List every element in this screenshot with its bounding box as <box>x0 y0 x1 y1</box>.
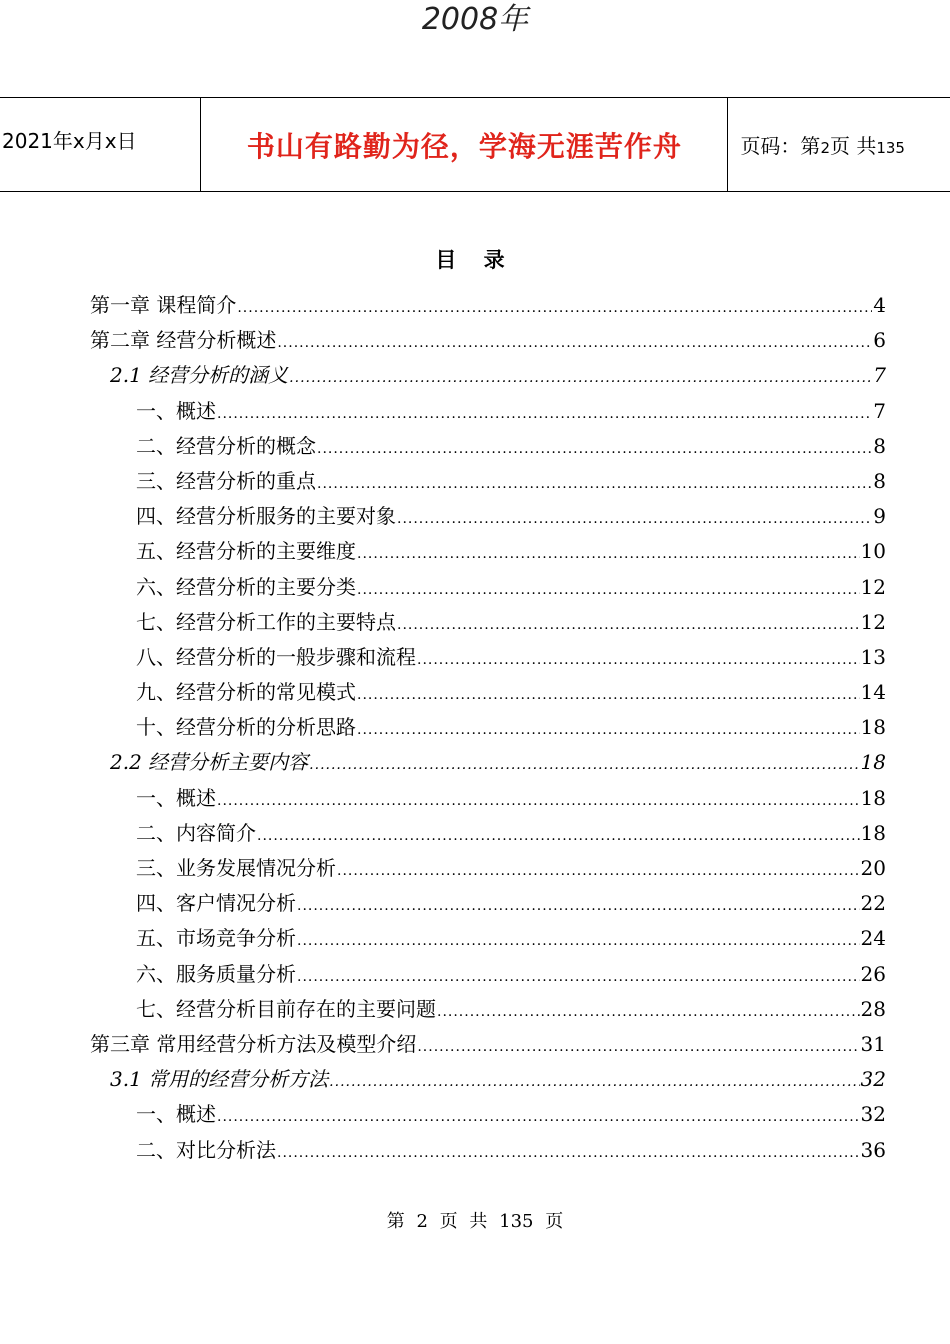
toc-entry-page: 6 <box>873 328 886 353</box>
toc-entry-page: 4 <box>873 293 886 317</box>
toc-dot-leader <box>309 748 859 783</box>
toc-entry[interactable] <box>90 570 886 605</box>
header-date: 2021年x月x日 <box>2 129 137 153</box>
toc-entry[interactable] <box>90 816 886 851</box>
toc-dot-leader <box>357 537 860 572</box>
toc-dot-leader <box>417 643 860 678</box>
toc-entry-label: 四、经营分析服务的主要对象 <box>136 504 396 529</box>
toc-entry[interactable] <box>90 429 886 464</box>
toc-entry[interactable] <box>90 499 886 534</box>
toc-entry-page: 7 <box>873 363 886 388</box>
page-footer: 第 2 页 共 135 页 <box>386 1211 564 1232</box>
toc-entry[interactable] <box>90 394 886 429</box>
toc-entry-page: 28 <box>860 996 886 1021</box>
toc-dot-leader <box>237 291 872 326</box>
toc-entry-label: 2.2 经营分析主要内容 <box>110 750 309 775</box>
toc-dot-leader <box>397 502 872 537</box>
toc-entry-page: 18 <box>860 820 886 845</box>
toc-entry-label: 八、经营分析的一般步骤和流程 <box>136 644 416 669</box>
header-date-cell <box>0 98 201 192</box>
toc-entry-page: 32 <box>860 1102 886 1127</box>
header-page-info <box>728 134 905 158</box>
toc-entry-page: 32 <box>860 1067 886 1092</box>
header-page-mid: 页 共 <box>829 134 877 158</box>
toc-entry[interactable] <box>90 921 886 956</box>
toc-entry-label: 六、经营分析的主要分类 <box>136 574 356 599</box>
toc-entry-page: 14 <box>860 680 886 705</box>
toc-entry-page: 20 <box>860 856 886 880</box>
toc-dot-leader <box>217 784 860 819</box>
header-page-cell <box>728 98 950 192</box>
toc-entry-label: 第三章 常用经营分析方法及模型介绍 <box>90 1031 417 1056</box>
toc-entry-label: 一、概述 <box>136 1102 216 1127</box>
toc-entry[interactable] <box>90 1027 886 1062</box>
toc-dot-leader <box>297 889 860 924</box>
toc-entry[interactable] <box>90 640 886 675</box>
header-motto-cell <box>201 98 728 192</box>
document-year-heading: 2008年 <box>421 2 529 37</box>
header-page-prefix: 页码：第 <box>740 134 821 158</box>
toc-entry-page: 10 <box>860 539 886 564</box>
toc-entry-label: 一、概述 <box>136 785 216 810</box>
toc-dot-leader <box>317 432 872 467</box>
table-of-contents <box>90 288 886 1168</box>
toc-entry-label: 二、对比分析法 <box>136 1137 276 1162</box>
toc-entry[interactable] <box>90 288 886 323</box>
toc-dot-leader <box>437 995 860 1030</box>
toc-dot-leader <box>357 678 860 713</box>
toc-entry[interactable] <box>90 358 886 393</box>
toc-entry-page: 8 <box>873 468 886 493</box>
toc-entry-label: 3.1 常用的经营分析方法 <box>110 1067 329 1092</box>
toc-entry-page: 9 <box>873 504 886 529</box>
toc-entry-page: 12 <box>860 574 886 599</box>
toc-entry-page: 26 <box>860 961 886 986</box>
toc-entry-page: 13 <box>860 644 886 669</box>
toc-entry-page: 18 <box>860 715 886 740</box>
toc-entry-label: 三、业务发展情况分析 <box>136 856 336 880</box>
toc-entry-page: 36 <box>860 1137 886 1162</box>
toc-entry[interactable] <box>90 534 886 569</box>
toc-entry[interactable] <box>90 745 886 780</box>
toc-entry[interactable] <box>90 886 886 921</box>
header-page-num: 2 <box>820 139 830 157</box>
toc-dot-leader <box>217 397 872 432</box>
toc-dot-leader <box>417 1030 859 1065</box>
toc-entry-label: 二、内容简介 <box>136 820 256 845</box>
toc-entry[interactable] <box>90 605 886 640</box>
toc-dot-leader <box>337 854 860 889</box>
toc-entry-page: 18 <box>860 785 886 810</box>
toc-entry[interactable] <box>90 992 886 1027</box>
header-page-total: 135 <box>876 139 905 157</box>
toc-dot-leader <box>297 924 860 959</box>
toc-dot-leader <box>357 713 860 748</box>
toc-entry-label: 六、服务质量分析 <box>136 961 296 986</box>
header-motto: 书山有路勤为径，学海无涯苦作舟 <box>246 129 682 163</box>
toc-entry-label: 七、经营分析工作的主要特点 <box>136 609 396 634</box>
toc-entry[interactable] <box>90 710 886 745</box>
toc-dot-leader <box>277 1136 860 1171</box>
toc-entry-label: 四、客户情况分析 <box>136 891 296 916</box>
toc-entry[interactable] <box>90 957 886 992</box>
toc-entry-page: 18 <box>860 750 886 775</box>
toc-entry-page: 8 <box>873 433 886 458</box>
toc-entry-label: 第二章 经营分析概述 <box>90 328 277 353</box>
toc-dot-leader <box>277 326 872 361</box>
page-header-table <box>0 97 950 192</box>
toc-dot-leader <box>297 960 860 995</box>
toc-title: 目 录 <box>435 247 515 272</box>
toc-entry[interactable] <box>90 675 886 710</box>
toc-dot-leader <box>357 573 860 608</box>
toc-entry-page: 24 <box>860 926 886 951</box>
toc-entry[interactable] <box>90 851 886 886</box>
toc-entry[interactable] <box>90 464 886 499</box>
toc-dot-leader <box>217 1100 860 1135</box>
toc-entry-page: 12 <box>860 609 886 634</box>
toc-dot-leader <box>289 361 872 396</box>
toc-dot-leader <box>257 819 860 854</box>
toc-entry-label: 一、概述 <box>136 398 216 423</box>
toc-entry-label: 五、经营分析的主要维度 <box>136 539 356 564</box>
toc-entry[interactable] <box>90 781 886 816</box>
toc-entry-label: 二、经营分析的概念 <box>136 433 316 458</box>
toc-entry-label: 三、经营分析的重点 <box>136 468 316 493</box>
toc-entry-label: 九、经营分析的常见模式 <box>136 680 356 705</box>
toc-entry-label: 2.1 经营分析的涵义 <box>110 363 289 388</box>
toc-entry[interactable] <box>90 1097 886 1132</box>
toc-entry-label: 五、市场竞争分析 <box>136 926 296 951</box>
toc-entry-label: 第一章 课程简介 <box>90 293 237 317</box>
toc-dot-leader <box>317 467 872 502</box>
toc-entry-label: 七、经营分析目前存在的主要问题 <box>136 996 436 1021</box>
toc-entry[interactable] <box>90 1133 886 1168</box>
toc-entry[interactable] <box>90 1062 886 1097</box>
toc-entry-page: 22 <box>860 891 886 916</box>
toc-dot-leader <box>329 1065 859 1100</box>
toc-entry[interactable] <box>90 323 886 358</box>
toc-entry-page: 7 <box>873 398 886 423</box>
toc-entry-label: 十、经营分析的分析思路 <box>136 715 356 740</box>
toc-entry-page: 31 <box>860 1031 886 1056</box>
toc-dot-leader <box>397 608 860 643</box>
